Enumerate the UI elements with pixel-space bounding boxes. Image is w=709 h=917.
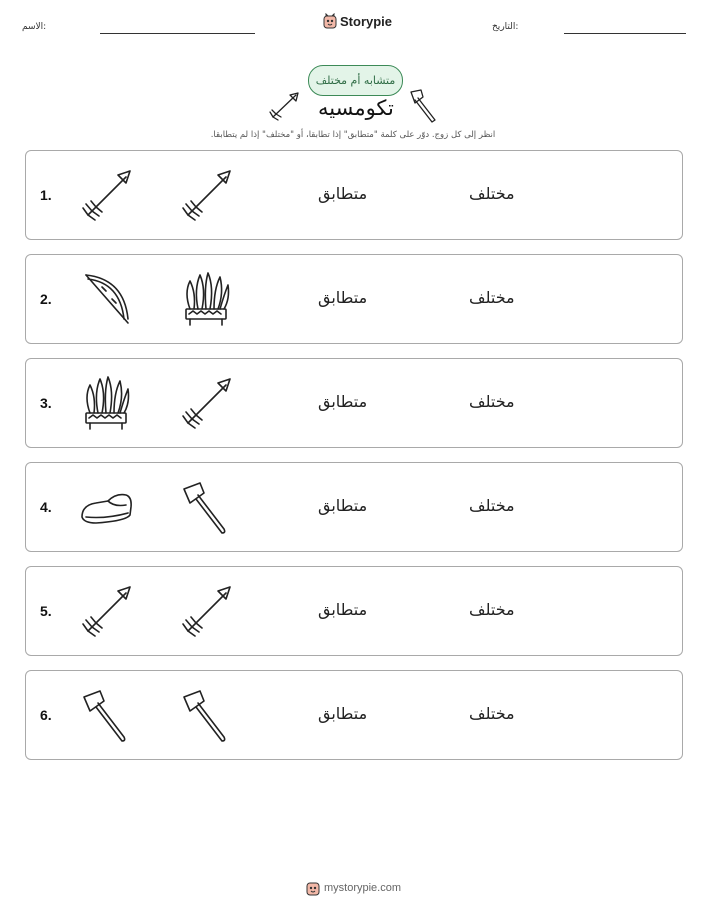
storypie-logo (323, 13, 392, 29)
pair-row (25, 150, 683, 240)
pair-row (25, 358, 683, 448)
right-picture (176, 477, 236, 537)
headdress-icon (76, 373, 136, 433)
left-picture (76, 165, 136, 225)
left-picture (76, 477, 136, 537)
name-label: الاسم: (22, 22, 47, 32)
axe-icon (176, 685, 236, 745)
pair-row (25, 670, 683, 760)
same-option[interactable]: متطابق (318, 704, 368, 723)
title-axe-icon (408, 88, 440, 124)
row-number: 5. (40, 603, 52, 619)
left-picture (76, 581, 136, 641)
row-number: 6. (40, 707, 52, 723)
arrow-icon (76, 581, 136, 641)
same-option[interactable]: متطابق (318, 600, 368, 619)
topic-badge: متشابه أم مختلف (308, 65, 403, 96)
axe-icon (76, 685, 136, 745)
right-picture (176, 165, 236, 225)
same-option[interactable]: متطابق (318, 288, 368, 307)
different-option[interactable]: مختلف (469, 496, 515, 515)
arrow-icon (176, 581, 236, 641)
headdress-icon (176, 269, 236, 329)
row-number: 2. (40, 291, 52, 307)
row-number: 4. (40, 499, 52, 515)
different-option[interactable]: مختلف (469, 392, 515, 411)
instructions: انظر إلى كل زوج. دوّر على كلمة "متطابق" إذا تطابقا، أو "مختلف" إذا لم يتطابقا. (210, 130, 496, 140)
title-arrow-icon (268, 90, 302, 122)
different-option[interactable]: مختلف (469, 600, 515, 619)
same-option[interactable]: متطابق (318, 392, 368, 411)
arrow-icon (76, 165, 136, 225)
different-option[interactable]: مختلف (469, 288, 515, 307)
worksheet-title: تكومسيه (318, 96, 394, 120)
left-picture (76, 269, 136, 329)
axe-icon (176, 477, 236, 537)
storypie-mascot-icon (306, 880, 320, 896)
same-option[interactable]: متطابق (318, 184, 368, 203)
brand-name: Storypie (340, 13, 393, 29)
storypie-mascot-icon (323, 13, 337, 29)
same-option[interactable]: متطابق (318, 496, 368, 515)
name-input-line[interactable] (100, 33, 255, 34)
moccasin-icon (76, 477, 136, 537)
footer (306, 880, 401, 896)
date-input-line[interactable] (564, 33, 686, 34)
footer-site: mystorypie.com (324, 882, 402, 894)
row-number: 1. (40, 187, 52, 203)
different-option[interactable]: مختلف (469, 704, 515, 723)
arrow-icon (176, 165, 236, 225)
right-picture (176, 269, 236, 329)
row-number: 3. (40, 395, 52, 411)
pair-row (25, 462, 683, 552)
left-picture (76, 685, 136, 745)
right-picture (176, 685, 236, 745)
left-picture (76, 373, 136, 433)
pair-row (25, 566, 683, 656)
right-picture (176, 581, 236, 641)
right-picture (176, 373, 236, 433)
different-option[interactable]: مختلف (469, 184, 515, 203)
arrow-icon (176, 373, 236, 433)
date-label: التاريخ: (492, 22, 519, 32)
pair-row (25, 254, 683, 344)
bow-icon (76, 269, 136, 329)
